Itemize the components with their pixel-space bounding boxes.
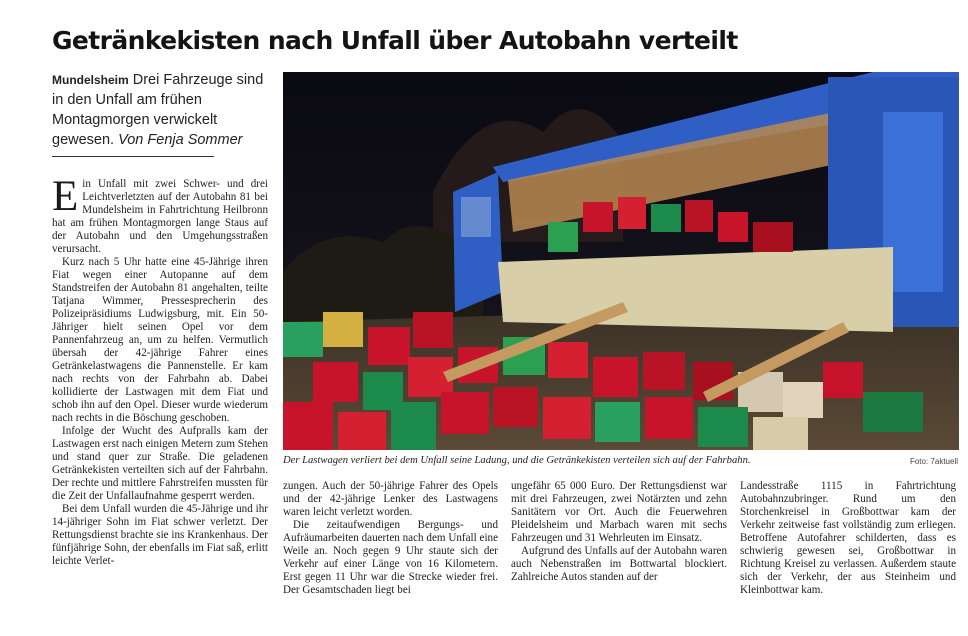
article-column-4 <box>740 480 956 597</box>
paragraph: Bei dem Unfall wurden die 45-Jährige und ihr 14-jähriger Sohn im Fiat schwer verletzt. Der Rettungsdienst brachte sie ins Krankenhaus. Der fünfjährige Sohn, der ebenfalls im Fiat saß, erlitt leichte Verlet- <box>52 503 268 567</box>
lead-place: Mundelsheim <box>52 73 129 87</box>
paragraph: Kurz nach 5 Uhr hatte eine 45-Jährige ihren Fiat wegen einer Autopanne auf dem Standstreifen der Autobahn 81 angehalten, teilte Tatjana Wimmer, Pressesprecherin des Polizeipräsidiums Ludwigsburg, mit. Ein 50-Jähriger hielt seinen Opel vor dem Pannenfahrzeug an, um zu helfen. Vermutlich übersah der 42-jährige Fahrer eines Getränkelastwagens die Pannenstelle. Er kam nach rechts von der Fahrbahn ab. Dabei kollidierte der Lastwagen mit dem Fiat und schob ihn auf den Opel. Dieser wurde wiederum nach rechts in die Böschung geschoben. <box>52 256 268 424</box>
article-photo <box>283 72 959 450</box>
paragraph: Die zeitaufwendigen Bergungs- und Aufräumarbeiten dauerten nach dem Unfall eine Weile an. Noch gegen 9 Uhr staute sich der Verkehr auf einer Länge von 16 Kilometern. Erst gegen 11 Uhr war die Strecke wieder frei. Der Gesamtschaden liegt bei <box>283 519 498 596</box>
lead-author: Von Fenja Sommer <box>118 132 243 148</box>
article-column-1 <box>52 173 268 568</box>
article-lead <box>52 70 274 150</box>
article-column-3 <box>511 480 727 584</box>
paragraph: Landesstraße 1115 in Fahrtrichtung Autobahnzubringer. Rund um den Storchenkreisel in Großbottwar kam der Verkehr zeitweise fast vollständig zum erliegen. Betroffene Autofahrer schilderten, dass es schwierig gewesen sei, Großbottwar in Richtung Kreisel zu verlassen. Außerdem staute sich der Verkehr, der aus Steinheim und Kleinbottwar kam. <box>740 480 956 596</box>
paragraph: zungen. Auch der 50-jährige Fahrer des Opels und der 42-jährige Lenker des Lastwagens waren leicht verletzt worden. <box>283 480 498 518</box>
photo-credit: Foto: 7aktuell <box>909 457 958 466</box>
truck-accident-photo <box>283 72 959 450</box>
paragraph: Infolge der Wucht des Aufpralls kam der Lastwagen erst nach einigen Metern zum Stehen und stand quer zur Straße. Die geladenen Getränkekisten verteilten sich auf der Fahrbahn. Der rechte und mittlere Fahrstreifen mussten für die Zeit der Unfallaufnahme gesperrt werden. <box>52 425 268 502</box>
lead-divider <box>52 156 214 157</box>
headline: Getränkekisten nach Unfall über Autobahn verteilt <box>52 26 738 55</box>
lead-text: Drei Fahrzeuge sind in den Unfall am frühen Montagmorgen verwickelt gewesen. <box>52 72 264 148</box>
photo-caption: Der Lastwagen verliert bei dem Unfall seine Ladung, und die Getränkekisten verteilen sich auf der Fahrbahn. <box>283 455 751 466</box>
dropcap: E <box>52 173 79 220</box>
paragraph-text: in Unfall mit zwei Schwer- und drei Leichtverletzten auf der Autobahn 81 bei Mundelsheim in Fahrtrichtung Heilbronn hat am frühen Montagmorgen lange Staus auf der Autobahn und den Umgehungsstraßen verursacht. <box>52 178 268 255</box>
paragraph <box>52 173 268 256</box>
paragraph: Aufgrund des Unfalls auf der Autobahn waren auch Nebenstraßen im Bottwartal blockiert. Zahlreiche Autos standen auf der <box>511 545 727 583</box>
paragraph: ungefähr 65 000 Euro. Der Rettungsdienst war mit drei Fahrzeugen, zwei Notärzten und zehn Sanitätern vor Ort. Auch die Feuerwehren Pleidelsheim und Marbach waren mit sechs Fahrzeugen und 31 Wehrleuten im Einsatz. <box>511 480 727 544</box>
article-column-2 <box>283 480 498 597</box>
